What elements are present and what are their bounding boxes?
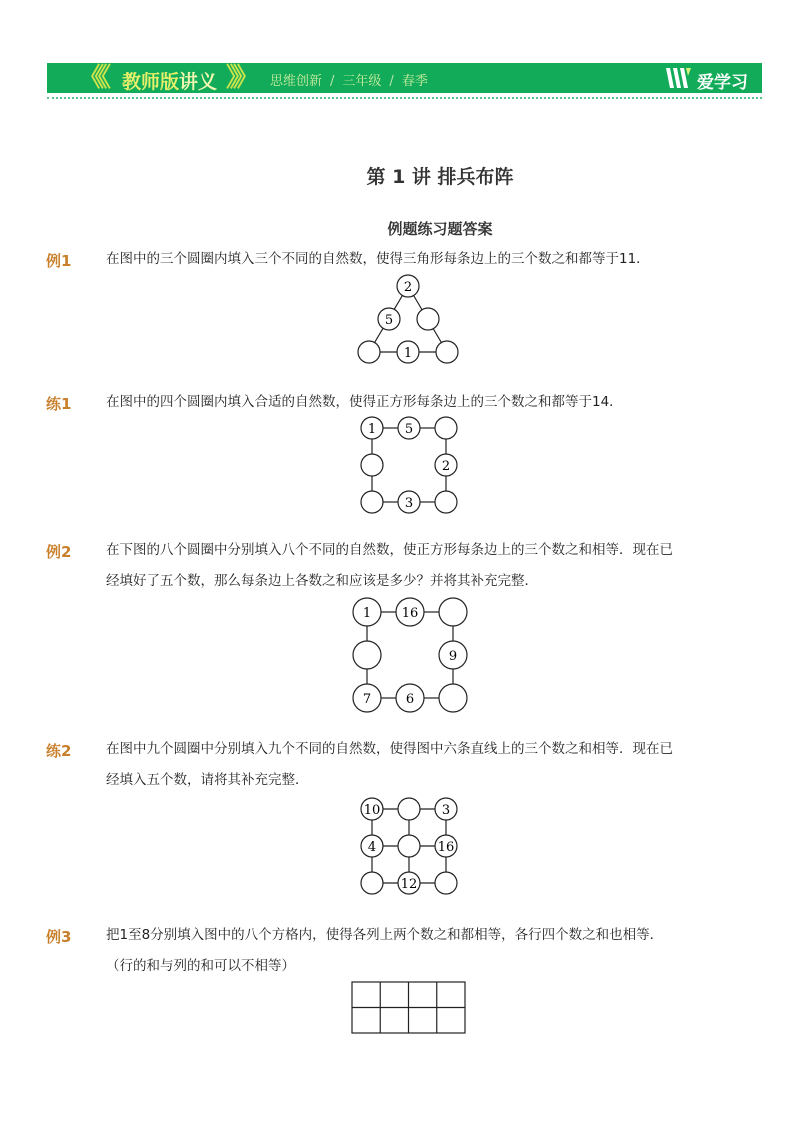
breadcrumb <box>270 70 428 89</box>
breadcrumb-item-course: 思维创新 <box>270 74 323 89</box>
circle-value: 16 <box>401 606 419 621</box>
triangle-figure <box>340 270 480 370</box>
square-figure <box>340 590 480 720</box>
empty-grid-table <box>351 981 467 1035</box>
problem-line: 在图中的四个圆圈内填入合适的自然数，使得正方形每条边上的三个数之和都等于14． <box>106 394 623 410</box>
problem-line: 经填入五个数，请将其补充完整． <box>106 772 309 788</box>
circle-cell <box>396 598 424 626</box>
circle-cell <box>361 454 383 476</box>
circle-value: 7 <box>362 692 372 707</box>
circle-cell <box>361 872 383 894</box>
circle-value: 2 <box>441 459 451 474</box>
circle-cell <box>353 684 381 712</box>
section-title: 例题练习题答案 <box>387 220 493 238</box>
circle-value: 1 <box>367 422 377 437</box>
square-figure <box>350 410 470 520</box>
circle-value: 2 <box>403 280 413 295</box>
circle-value: 1 <box>362 606 372 621</box>
circle-cell <box>398 417 420 439</box>
circle-cell <box>398 491 420 513</box>
circle-value: 5 <box>384 313 394 328</box>
circle-value: 9 <box>448 649 458 664</box>
circle-cell <box>398 835 420 857</box>
breadcrumb-separator: / <box>389 74 394 89</box>
circle-value: 10 <box>363 803 381 818</box>
circle-cell <box>439 684 467 712</box>
problem-label: 练2 <box>46 742 72 760</box>
edition-badge <box>122 67 217 94</box>
problem-label: 练1 <box>46 395 72 413</box>
problem-text <box>106 734 746 796</box>
circle-cell <box>435 417 457 439</box>
circle-cell <box>378 308 400 330</box>
circle-cell <box>396 684 424 712</box>
badge-part2: 讲义 <box>179 71 218 93</box>
breadcrumb-separator: / <box>330 74 335 89</box>
double-chevron-right-icon: 》》 <box>226 63 254 93</box>
circle-cell <box>353 641 381 669</box>
circle-value: 3 <box>404 496 414 511</box>
brand-name: 爱学习 <box>697 73 748 93</box>
circle-cell <box>397 275 419 297</box>
circle-cell <box>439 598 467 626</box>
badge-part1: 教师版 <box>122 71 180 93</box>
circle-value: 6 <box>405 692 415 707</box>
grid-figure <box>350 790 470 900</box>
circle-cell <box>361 491 383 513</box>
circle-value: 4 <box>367 840 377 855</box>
circle-cell <box>435 491 457 513</box>
breadcrumb-item-grade: 三年级 <box>342 74 382 89</box>
circle-cell <box>353 598 381 626</box>
breadcrumb-item-term: 春季 <box>401 74 428 89</box>
circle-cell <box>417 308 439 330</box>
circle-value: 16 <box>437 840 455 855</box>
circle-cell <box>436 341 458 363</box>
circle-cell <box>361 798 383 820</box>
circle-value: 5 <box>404 422 414 437</box>
problem-line: 在下图的八个圆圈中分别填入八个不同的自然数，使正方形每条边上的三个数之和相等．现在已 <box>106 542 673 558</box>
problem-line: 经填好了五个数，那么每条边上各数之和应该是多少？并将其补充完整． <box>106 573 538 589</box>
circle-cell <box>439 641 467 669</box>
problem-line: 在图中九个圆圈中分别填入九个不同的自然数，使得图中六条直线上的三个数之和相等．现在已 <box>106 741 673 757</box>
problem-label: 例1 <box>46 252 72 270</box>
circle-value: 3 <box>441 803 451 818</box>
circle-cell <box>361 835 383 857</box>
problem-label: 例2 <box>46 543 72 561</box>
header-divider <box>47 97 762 99</box>
circle-cell <box>358 341 380 363</box>
circle-cell <box>435 798 457 820</box>
circle-value: 1 <box>403 346 413 361</box>
circle-cell <box>398 872 420 894</box>
problem-line: 把1至8分别填入图中的八个方格内，使得各列上两个数之和都相等，各行四个数之和也相等． <box>106 927 664 943</box>
problem-text <box>106 535 746 597</box>
problem-text <box>106 920 746 982</box>
problem-line: （行的和与列的和可以不相等） <box>106 958 295 974</box>
circle-cell <box>435 872 457 894</box>
problem-line: 在图中的三个圆圈内填入三个不同的自然数，使得三角形每条边上的三个数之和都等于11． <box>106 251 650 267</box>
circle-cell <box>435 835 457 857</box>
circle-cell <box>361 417 383 439</box>
brand-logo-icon <box>664 66 692 90</box>
circle-value: 12 <box>400 877 418 892</box>
circle-cell <box>398 798 420 820</box>
circle-cell <box>435 454 457 476</box>
double-chevron-left-icon: 《《 <box>78 63 106 93</box>
problem-label: 例3 <box>46 928 72 946</box>
circle-cell <box>397 341 419 363</box>
lecture-title: 第 1 讲 排兵布阵 <box>366 166 514 188</box>
